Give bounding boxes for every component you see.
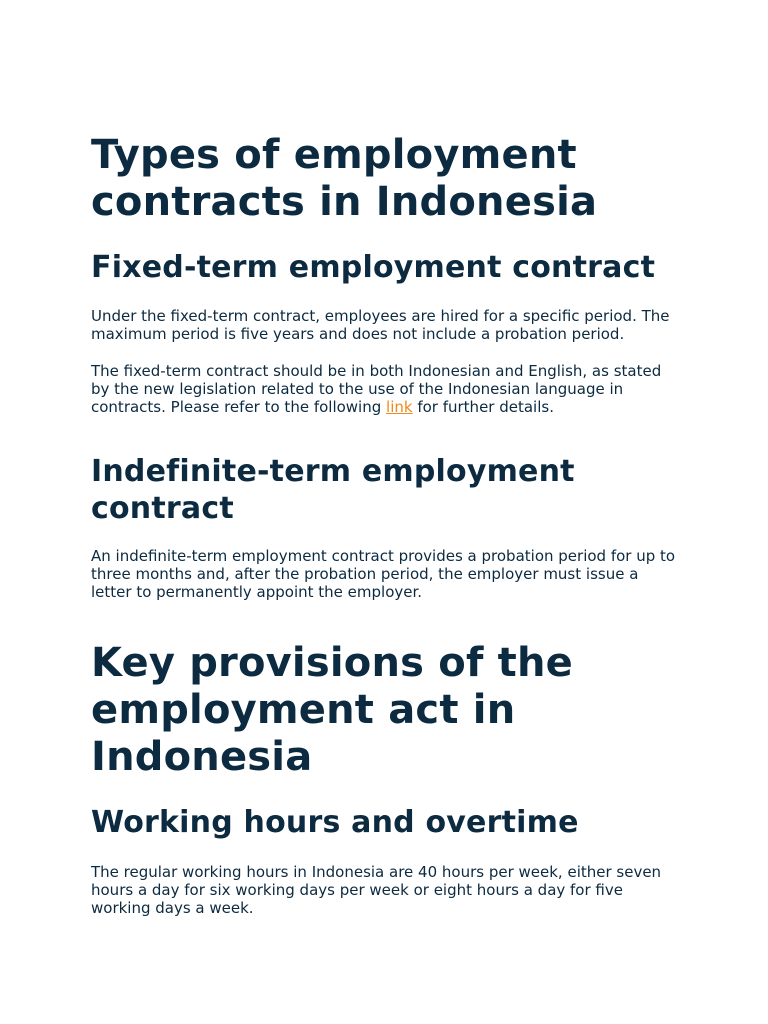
further-details-link[interactable]: link [386,398,413,416]
fixed-term-paragraph-2-tail: for further details. [412,398,554,416]
provisions-section-heading: Key provisions of the employment act in Indonesia [91,640,573,780]
fixed-term-paragraph-1: Under the fixed-term contract, employees are hired for a specific period. The maximum period is five years and does not include a probation period. [91,307,670,343]
fixed-term-heading: Fixed-term employment contract [91,250,656,285]
indefinite-term-heading: Indefinite-term employment contract [91,454,575,526]
working-hours-heading: Working hours and overtime [91,805,579,840]
fixed-term-paragraph-2-text: The fixed-term contract should be in both Indonesian and English, as stated by the new legislation related to the use of the Indonesian language in contracts. Please refer to the following [91,362,662,416]
working-hours-paragraph: The regular working hours in Indonesia are 40 hours per week, either seven hours a day for six working days per week or eight hours a day for five working days a week. [91,863,662,917]
fixed-term-paragraph-2 [91,362,681,416]
indefinite-term-paragraph: An indefinite-term employment contract provides a probation period for up to three months and, after the probation period, the employer must issue a letter to permanently appoint the employer. [91,547,676,601]
contracts-section-heading: Types of employment contracts in Indonesia [91,132,598,225]
